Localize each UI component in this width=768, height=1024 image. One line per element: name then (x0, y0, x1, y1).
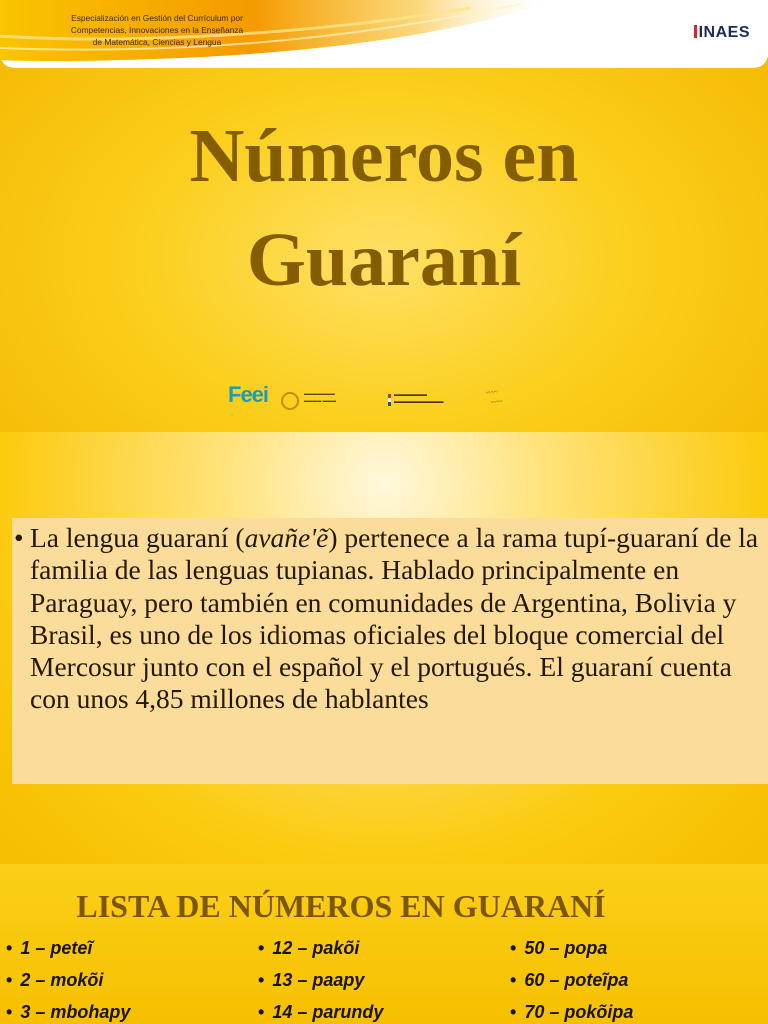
program-line: de Matemática, Ciencias y Lengua (92, 37, 222, 47)
program-line: Especialización en Gestión del Currículum por (71, 13, 243, 23)
number-text: 14 – parundy (272, 1002, 384, 1022)
number-text: 12 – pakõi (272, 938, 360, 958)
italic-term: avañe'ẽ (244, 522, 329, 553)
number-column (258, 936, 383, 1024)
section-title: LISTA DE NÚMEROS EN GUARANÍ (76, 888, 606, 924)
bullet-icon: • (258, 938, 265, 958)
number-text: 3 – mbohapy (20, 1002, 131, 1022)
bullet-icon: • (510, 938, 517, 958)
bullet-icon: • (6, 1002, 13, 1022)
number-text: 2 – mokõi (20, 970, 104, 990)
bullet-icon: • (258, 1002, 265, 1022)
government-logo-icon: ▬▬▬▬▬▬ ▬▬▬▬▬▬▬▬▬ (394, 392, 444, 405)
number-text: 1 – peteĩ (20, 938, 93, 958)
list-item (6, 1000, 130, 1024)
number-column (6, 936, 130, 1024)
paraguay-brand-logo-icon: 〰〰 〰〰 (485, 388, 503, 407)
number-text: 70 – pokõipa (524, 1002, 634, 1022)
bullet-paragraph (14, 522, 760, 716)
text-box (12, 518, 768, 784)
inaes-logo-tagline (680, 43, 750, 48)
number-text: 60 – poteĩpa (524, 970, 629, 990)
ministry-logo-icon: ▬▬▬▬▬▬▬ ▬▬▬▬ ▬▬▬ (304, 391, 336, 403)
paragraph-text: La lengua guaraní ( (30, 522, 245, 553)
program-line: Competencias, Innovaciones en la Enseñanza (70, 25, 244, 35)
list-item (6, 968, 130, 1000)
info-slide (0, 432, 768, 864)
bullet-icon: • (6, 970, 13, 990)
bullet-icon: • (510, 1002, 517, 1022)
list-item (510, 936, 633, 968)
title-line: Números en (189, 114, 579, 198)
program-name (22, 12, 292, 48)
list-item (258, 1000, 383, 1024)
inaes-logo (680, 24, 750, 48)
bullet-icon: • (258, 970, 265, 990)
number-text: 13 – paapy (272, 970, 365, 990)
flag-icon (388, 394, 391, 406)
numbers-slide (0, 864, 768, 1024)
title-slide (0, 0, 768, 432)
bullet-icon: • (14, 522, 24, 553)
bullet-icon: • (6, 938, 13, 958)
feei-logo: Feei (228, 382, 269, 407)
list-item (510, 968, 633, 1000)
paragraph-text: ) pertenece a la rama tupí-guaraní de la familia de las lenguas tupianas. Hablado principalmente en Paraguay, pero también en comunidades de Argentina, Bolivia y Brasil, es uno de los idiomas oficiales del bloque comercial del Mercosur junto con el español y el portugués. El guaraní cuenta con unos 4,85 millones de hablantes (30, 522, 759, 715)
number-column (510, 936, 633, 1024)
inaes-logo-mark-icon (694, 25, 697, 38)
list-item (258, 936, 383, 968)
header-bar (0, 0, 768, 68)
sponsor-logos (228, 380, 538, 420)
list-item (6, 936, 130, 968)
page-title (0, 104, 768, 312)
seal-logo-icon (281, 392, 299, 410)
list-item (510, 1000, 633, 1024)
inaes-logo-text: INAES (698, 24, 750, 41)
number-text: 50 – popa (524, 938, 608, 958)
list-item (258, 968, 383, 1000)
bullet-icon: • (510, 970, 517, 990)
title-line: Guaraní (246, 218, 522, 302)
